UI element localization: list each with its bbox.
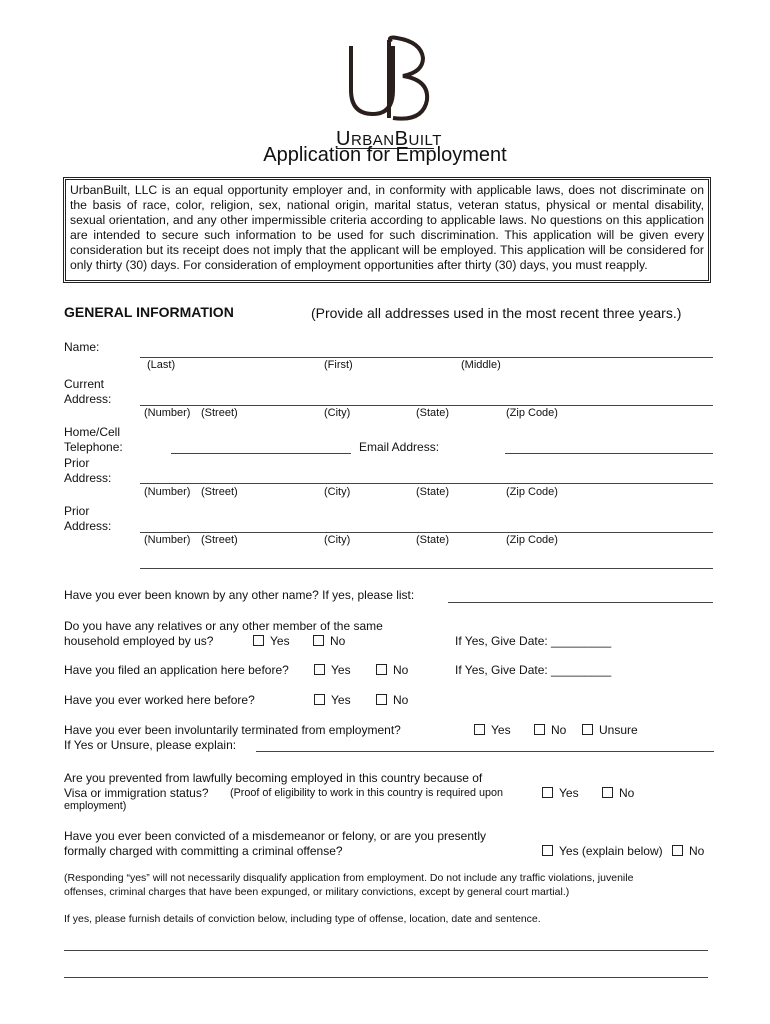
checkbox-icon	[313, 635, 324, 646]
prior-address-field[interactable]	[140, 483, 713, 484]
filed-no-checkbox[interactable]: No	[376, 663, 408, 677]
prevented-note-1: (Proof of eligibility to work in this country is required upon	[230, 787, 504, 799]
section-heading: GENERAL INFORMATION	[64, 304, 234, 320]
checkbox-icon	[542, 845, 553, 856]
convicted-no-checkbox[interactable]: No	[672, 844, 704, 858]
phone-label-1: Home/Cell	[64, 425, 121, 439]
email-field[interactable]	[505, 453, 713, 454]
street-caption: (Street)	[201, 407, 238, 419]
checkbox-icon	[376, 694, 387, 705]
last-caption: (Last)	[147, 359, 176, 371]
prior-address-label-1: Prior	[64, 456, 90, 470]
convicted-question-2: formally charged with committing a criminal offense?	[64, 844, 343, 858]
checkbox-icon	[672, 845, 683, 856]
responding-note-1: (Responding “yes” will not necessarily disqualify application from employment. Do not include any traffic violations, juvenile	[64, 872, 634, 884]
prior-address-label-1: Prior	[64, 504, 90, 518]
number-caption: (Number)	[144, 534, 191, 546]
first-caption: (First)	[324, 359, 353, 371]
prior-address-field-3[interactable]	[140, 568, 713, 569]
relatives-question-1: Do you have any relatives or any other member of the same	[64, 619, 383, 633]
brand-name: URBANBUILT	[336, 128, 442, 150]
city-caption: (City)	[324, 486, 351, 498]
conviction-details-line-1[interactable]	[64, 950, 708, 951]
terminated-no-checkbox[interactable]: No	[534, 723, 566, 737]
relatives-no-checkbox[interactable]: No	[313, 634, 345, 648]
prevented-question-2: Visa or immigration status?	[64, 786, 209, 800]
worked-yes-checkbox[interactable]: Yes	[314, 693, 351, 707]
prevented-note-2: employment)	[64, 800, 127, 812]
checkbox-icon	[314, 664, 325, 675]
relatives-question-2: household employed by us?	[64, 634, 214, 648]
checkbox-icon	[582, 724, 593, 735]
checkbox-icon	[542, 787, 553, 798]
checkbox-icon	[474, 724, 485, 735]
terminated-unsure-checkbox[interactable]: Unsure	[582, 723, 638, 737]
checkbox-icon	[534, 724, 545, 735]
number-caption: (Number)	[144, 486, 191, 498]
prior-address-label-2: Address:	[64, 519, 112, 533]
current-address-field[interactable]	[140, 405, 713, 406]
prevented-no-checkbox[interactable]: No	[602, 786, 634, 800]
current-address-label-1: Current	[64, 377, 105, 391]
conviction-details-line-2[interactable]	[64, 977, 708, 978]
zip-caption: (Zip Code)	[506, 486, 558, 498]
worked-no-checkbox[interactable]: No	[376, 693, 408, 707]
prevented-yes-checkbox[interactable]: Yes	[542, 786, 579, 800]
worked-question: Have you ever worked here before?	[64, 693, 255, 707]
ub-monogram-logo-icon	[335, 32, 435, 132]
filed-give-date[interactable]: If Yes, Give Date: _________	[455, 663, 612, 677]
street-caption: (Street)	[201, 486, 238, 498]
checkbox-icon	[602, 787, 613, 798]
state-caption: (State)	[416, 534, 450, 546]
equal-opportunity-notice: UrbanBuilt, LLC is an equal opportunity employer and, in conformity with applicable laws, does not discriminate on the basis of race, color, religion, sex, national origin, marital status, veteran status, physical or mental disability, sexual orientation, and any other impermissible criteria according to applicable laws. No questions on this application are intended to secure such information to be used for such discrimination. This application will be given every consideration but its receipt does not imply that the applicant will be employed. This application will be considered for only thirty (30) days. For consideration of employment opportunities after thirty (30) days, you must reapply.	[63, 177, 711, 283]
conviction-details-instruction: If yes, please furnish details of conviction below, including type of offense, location, date and sentence.	[64, 913, 541, 925]
state-caption: (State)	[416, 486, 450, 498]
name-field[interactable]	[140, 357, 713, 358]
email-label: Email Address:	[359, 440, 440, 454]
terminated-question-1: Have you ever been involuntarily terminated from employment?	[64, 723, 401, 737]
checkbox-icon	[253, 635, 264, 646]
relatives-yes-checkbox[interactable]: Yes	[253, 634, 290, 648]
telephone-field[interactable]	[171, 453, 351, 454]
terminated-explain-field[interactable]	[256, 751, 714, 752]
zip-caption: (Zip Code)	[506, 407, 558, 419]
responding-note-2: offenses, criminal charges that have been expunged, or military convictions, except by general court martial.)	[64, 886, 570, 898]
relatives-give-date[interactable]: If Yes, Give Date: _________	[455, 634, 612, 648]
convicted-yes-checkbox[interactable]: Yes (explain below)	[542, 844, 663, 858]
city-caption: (City)	[324, 407, 351, 419]
phone-label-2: Telephone:	[64, 440, 123, 454]
convicted-question-1: Have you ever been convicted of a misdemeanor or felony, or are you presently	[64, 829, 487, 843]
prior-address-label-2: Address:	[64, 471, 112, 485]
filed-yes-checkbox[interactable]: Yes	[314, 663, 351, 677]
prevented-question-1: Are you prevented from lawfully becoming employed in this country because of	[64, 771, 483, 785]
section-hint: (Provide all addresses used in the most recent three years.)	[311, 305, 682, 321]
city-caption: (City)	[324, 534, 351, 546]
page-title: Application for Employment	[263, 144, 507, 166]
filed-question: Have you filed an application here before?	[64, 663, 289, 677]
current-address-label-2: Address:	[64, 392, 112, 406]
zip-caption: (Zip Code)	[506, 534, 558, 546]
name-label: Name:	[64, 340, 100, 354]
other-name-question: Have you ever been known by any other name? If yes, please list:	[64, 588, 415, 602]
state-caption: (State)	[416, 407, 450, 419]
street-caption: (Street)	[201, 534, 238, 546]
other-name-field[interactable]	[448, 602, 713, 603]
terminated-yes-checkbox[interactable]: Yes	[474, 723, 511, 737]
checkbox-icon	[314, 694, 325, 705]
terminated-question-2: If Yes or Unsure, please explain:	[64, 738, 237, 752]
checkbox-icon	[376, 664, 387, 675]
number-caption: (Number)	[144, 407, 191, 419]
middle-caption: (Middle)	[461, 359, 501, 371]
prior-address-field-2[interactable]	[140, 532, 713, 533]
